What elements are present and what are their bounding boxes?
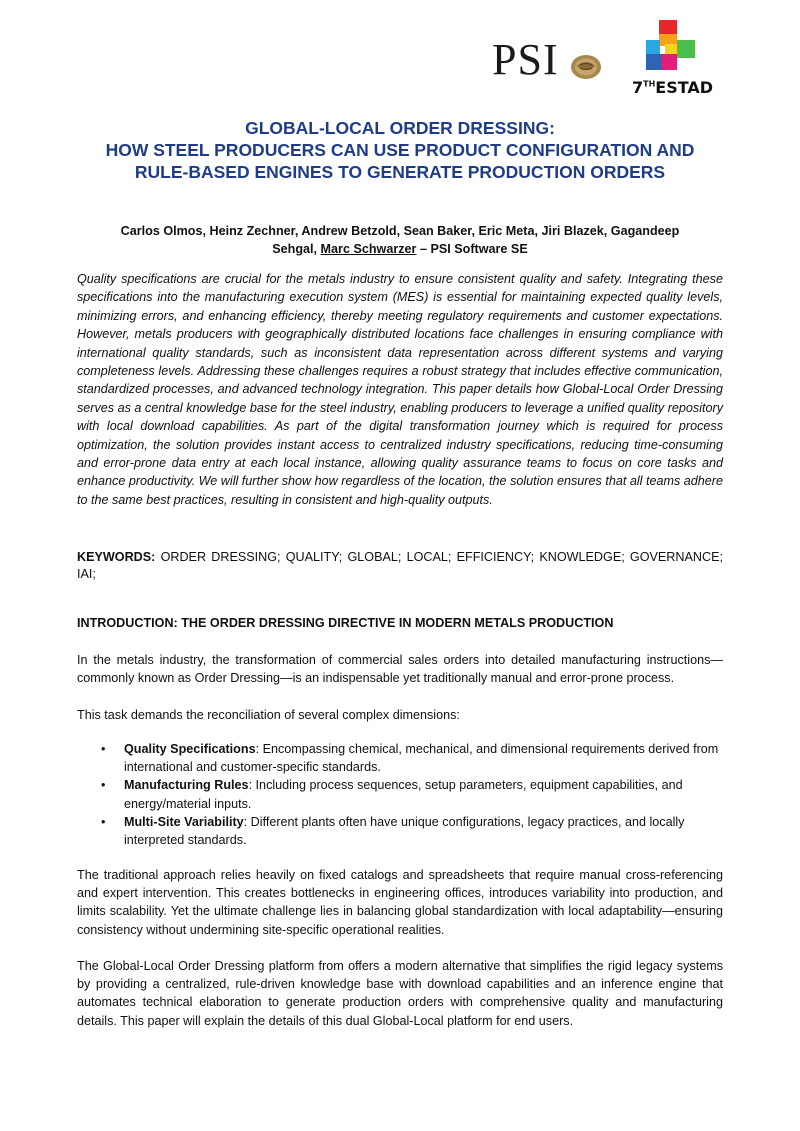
header-logos: [492, 18, 722, 98]
bullet-icon: •: [101, 778, 106, 793]
underlined-author: Marc Schwarzer: [320, 242, 417, 256]
section-heading-introduction: INTRODUCTION: THE ORDER DRESSING DIRECTIVE IN MODERN METALS PRODUCTION: [77, 616, 614, 630]
keywords-label: KEYWORDS:: [77, 550, 156, 564]
dimension-list: [77, 740, 723, 849]
intro-paragraph-3: The traditional approach relies heavily on fixed catalogs and spreadsheets that require manual cross-referencing and expert intervention. This creates bottlenecks in engineering offices, introduces variability into production, and limits scalability. Yet the ultimate challenge lies in balancing global standardization with local adaptability—ensuring consistency without undermining site-specific operational realities.: [77, 868, 723, 937]
paper-title: [60, 117, 740, 183]
walnut-logo-icon: [568, 52, 604, 82]
list-item: • Quality Specifications: Encompassing chemical, mechanical, and dimensional requirements derived from international and customer-specific standards.: [101, 742, 719, 775]
title-line-2: HOW STEEL PRODUCERS CAN USE PRODUCT CONFIGURATION AND: [105, 140, 695, 160]
keywords: [77, 549, 723, 583]
estad-wordmark: 7THESTAD: [632, 78, 714, 97]
list-item: • Manufacturing Rules: Including process sequences, setup parameters, equipment capabilities, and energy/material inputs.: [101, 778, 683, 811]
intro-paragraph-2: This task demands the reconciliation of several complex dimensions:: [77, 708, 460, 722]
authors-line-1: Carlos Olmos, Heinz Zechner, Andrew Betzold, Sean Baker, Eric Meta, Jiri Blazek, Gagandeep: [120, 224, 680, 238]
author-list: [90, 222, 710, 258]
bullet-icon: •: [101, 814, 106, 829]
authors-line-2: Sehgal, Marc Schwarzer – PSI Software SE: [272, 242, 528, 256]
keywords-text: ORDER DRESSING; QUALITY; GLOBAL; LOCAL; EFFICIENCY; KNOWLEDGE; GOVERNANCE; IAI;: [77, 550, 723, 581]
psi-logo: PSI: [492, 35, 559, 84]
title-line-3: RULE-BASED ENGINES TO GENERATE PRODUCTION ORDERS: [134, 162, 666, 182]
bullet-icon: •: [101, 742, 106, 756]
intro-paragraph-1: In the metals industry, the transformation of commercial sales orders into detailed manufacturing instructions—commonly known as Order Dressing—is an indispensable yet traditionally manual and error-prone process.: [77, 653, 723, 686]
list-item: • Multi-Site Variability: Different plants often have unique configurations, legacy practices, and locally interpreted standards.: [101, 814, 685, 848]
title-line-1: GLOBAL-LOCAL ORDER DRESSING:: [245, 118, 555, 138]
estad-cubes-icon: [632, 18, 702, 76]
abstract: Quality specifications are crucial for the metals industry to ensure consistent quality and safety. Integrating these specifications into the manufacturing execution system (MES) is essential for maintaining expected quality levels, minimizing errors, and enhancing efficiency, thereby meeting regulatory requirements and customer expectations. However, metals producers with geographically distributed locations face challenges in ensuring compliance with international quality standards, such as inconsistent data representation across different systems and varying completeness levels. Addressing these challenges requires a robust strategy that includes effective communication, standardized processes, and advanced technology integration. This paper details how Global-Local Order Dressing serves as a central knowledge base for the steel industry, enabling producers to leverage a unified quality repository with local download capabilities. As part of the digital transformation journey which is required for process optimization, the solution provides instant access to centralized industry specifications, reducing time-consuming and error-prone data entry at each local instance, allowing quality assurance teams to focus on core tasks and enhance productivity. We will further show how regardless of the location, the solution ensures that all teams adhere to the same best practices, resulting in consistent and high-quality outputs.: [77, 272, 723, 507]
intro-paragraph-4: The Global-Local Order Dressing platform from offers a modern alternative that simplifies the rigid legacy systems by providing a centralized, rule-driven knowledge base with download capabilities and an inference engine that automates technical elaboration to generate production orders with comprehensive quality and manufacturing details. This paper will explain the details of this dual Global-Local platform for end users.: [77, 959, 723, 1028]
7th-estad-logo: [632, 18, 722, 98]
